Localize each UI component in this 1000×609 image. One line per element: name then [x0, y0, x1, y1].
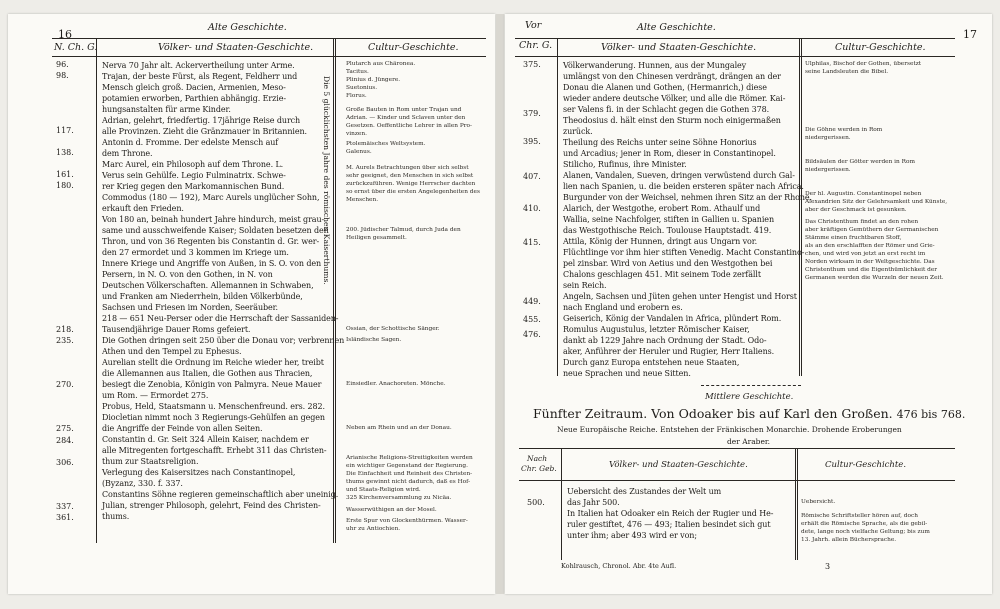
history-line: Sachsen und Friesen im Norden, Seeräuber. — [102, 303, 278, 312]
culture-note: Ptolemäisches Weltsystem. — [346, 141, 426, 147]
left-header-rule-bottom — [52, 56, 486, 57]
year-label: 98. — [56, 71, 69, 80]
left-page-number: 16 — [58, 28, 72, 41]
culture-note: vinzen. — [346, 131, 367, 137]
history-line: Julian, strenger Philosoph, gelehrt, Feind des Christen- — [102, 501, 321, 510]
history-line: Innere Kriege und Angriffe von Außen, in S. O. von den — [102, 259, 322, 268]
history-line: die Allemannen aus Italien, die Gothen aus Thracien, — [102, 369, 313, 378]
culture-note: so ernst über die ersten Angelegenheiten des — [346, 189, 480, 195]
history-line: Trajan, der beste Fürst, als Regent, Feldherr und — [102, 72, 298, 81]
history-line: Die Gothen dringen seit 250 über die Donau vor; verbrennen — [102, 336, 345, 345]
history-line: Athen und den Tempel zu Ephesus. — [102, 347, 242, 356]
history-line: unter ihm; aber 493 wird er von; — [567, 531, 697, 540]
history-line: Attila, König der Hunnen, dringt aus Ungarn vor. — [563, 237, 758, 246]
culture-note: chen, und wird von jetzt an erst recht im — [805, 251, 926, 257]
left-header-col1: N. Ch. G. — [54, 42, 98, 53]
culture-note: Arianische Religions-Streitigkeiten werden — [346, 455, 473, 461]
left-header-culture: Cultur-Geschichte. — [368, 42, 459, 53]
left-col-divider-1 — [96, 38, 97, 543]
history-line: nach England und erobern es. — [563, 303, 683, 312]
left-header-main: Völker- und Staaten-Geschichte. — [158, 42, 314, 53]
history-line: Alarich, der Westgothe, erobert Rom. Athaulf und — [563, 204, 761, 213]
left-header-rule-top — [52, 38, 486, 39]
history-line: Persern, in N. O. von den Gothen, in N. von — [102, 270, 273, 279]
culture-note: niedergerissen. — [805, 167, 851, 173]
sub-header-col1-bottom: Chr. Geb. — [521, 464, 557, 473]
history-line: ser Valens fi. in der Schlacht gegen die Gothen 378. — [563, 105, 770, 114]
history-line: Diocletian nimmt noch 3 Regierungs-Gehülfen an gegen — [102, 413, 325, 422]
right-header-top: Alte Geschichte. — [637, 22, 716, 33]
right-page-number: 17 — [963, 28, 977, 41]
history-line: Angeln, Sachsen und Jüten gehen unter Hengist und Horst — [563, 292, 797, 301]
period-title-text: Fünfter Zeitraum. Von Odoaker bis auf Karl den Großen. — [533, 406, 893, 421]
history-line: die Angriffe der Feinde von allen Seiten. — [102, 424, 263, 433]
history-line: Verus sein Gehülfe. Legio Fulminatrix. Schwe- — [102, 171, 286, 180]
right-header-rule-bottom — [515, 56, 955, 57]
year-label: 284. — [56, 436, 74, 445]
right-header-culture: Cultur-Geschichte. — [835, 42, 926, 53]
left-col-divider-2 — [333, 38, 336, 543]
history-line: Donau die Alanen und Gothen, (Hermanrich,) diese — [563, 83, 767, 92]
culture-note: Das Christenthum findet an den rohen — [805, 219, 919, 225]
culture-note: Große Bauten in Rom unter Trajan und — [346, 107, 462, 113]
history-line: rer Krieg gegen den Markomannischen Bund. — [102, 182, 285, 191]
year-label: 235. — [56, 336, 74, 345]
sub-col-divider-1 — [561, 448, 562, 560]
history-line: In Italien hat Odoaker ein Reich der Rugier und He- — [567, 509, 774, 518]
year-label: 415. — [523, 238, 541, 247]
section-divider — [701, 385, 801, 386]
right-header-main: Völker- und Staaten-Geschichte. — [601, 42, 757, 53]
sub-header-main: Völker- und Staaten-Geschichte. — [609, 460, 748, 470]
history-line: potamien erworben, Parthien abhängig. Erzie- — [102, 94, 286, 103]
history-line: besiegt die Zenobia, Königin von Palmyra. Neue Mauer — [102, 380, 322, 389]
culture-note: ein wichtiger Gegenstand der Regierung. — [346, 463, 468, 469]
history-line: lien nach Spanien, u. die beiden ersteren später nach Africa. — [563, 182, 804, 191]
footer-citation: Kohlrausch, Chronol. Abr. 4te Aufl. — [561, 562, 677, 570]
history-line: Adrian, gelehrt, friedfertig. 17jährige Reise durch — [102, 116, 301, 125]
culture-note: Alexandrien Sitz der Gelehrsamkeit und Künste, — [805, 199, 948, 205]
history-line: Stilicho, Rufinus, ihre Minister. — [563, 160, 687, 169]
history-line: Burgunder von der Weichsel, nehmen ihren Sitz an der Rhone. — [563, 193, 812, 202]
year-label: 455. — [523, 315, 541, 324]
sub-header-culture: Cultur-Geschichte. — [825, 460, 907, 470]
culture-note: Einsiedler. Anachoreten. Mönche. — [346, 381, 446, 387]
culture-note: Römische Schriftsteller hören auf, doch — [801, 513, 918, 519]
year-label: 96. — [56, 60, 69, 69]
history-line: das Jahr 500. — [567, 498, 620, 507]
history-line: (Byzanz, 330. f. 337. — [102, 479, 183, 488]
year-label: 117. — [56, 126, 74, 135]
culture-note: und Staats-Religion wird. — [346, 487, 421, 493]
culture-note: Plutarch aus Chäronea. — [346, 61, 416, 67]
right-header-rule-top — [515, 38, 955, 39]
history-line: 218 — 651 Neu-Perser oder die Herrschaft der Sassaniden- — [102, 314, 339, 323]
culture-note: Stämme einen fruchtbaren Stoff, — [805, 235, 902, 241]
history-line: Theodosius d. hält einst den Sturm noch einigermaßen — [563, 116, 781, 125]
culture-note: Gesetzen. Oeffentliche Lehrer in allen Pro- — [346, 123, 473, 129]
right-col-divider-1 — [557, 38, 558, 376]
year-label: 218. — [56, 325, 74, 334]
year-label: 476. — [523, 330, 541, 339]
year-label: 407. — [523, 172, 541, 181]
culture-note: Florus. — [346, 93, 367, 99]
culture-note: Der hl. Augustin. Constantinopel neben — [805, 191, 922, 197]
history-line: erkauft den Frieden. — [102, 204, 184, 213]
history-line: Probus, Held, Staatsmann u. Menschenfreund. ers. 282. — [102, 402, 325, 411]
history-line: Nerva 70 Jahr alt. Ackervertheilung unter Arme. — [102, 61, 295, 70]
history-line: Marc Aurel, ein Philosoph auf dem Throne. L. — [102, 160, 284, 169]
sub-header-rule-top — [519, 448, 955, 449]
history-line: den 27 ermordet und 3 kommen im Kriege um. — [102, 248, 289, 257]
history-line: zurück. — [563, 127, 593, 136]
year-label: 375. — [523, 60, 541, 69]
history-line: pel zinsbar. Wird von Aetius und den Westgothen bei — [563, 259, 773, 268]
year-label: 500. — [527, 498, 545, 507]
history-line: ruler gestiftet, 476 — 493; Italien besindet sich gut — [567, 520, 771, 529]
history-line: thum zur Staatsreligion. — [102, 457, 199, 466]
history-line: Aurelian stellt die Ordnung im Reiche wieder her, treibt — [102, 358, 324, 367]
year-label: 337. — [56, 502, 74, 511]
culture-note: Heiligen gesammelt. — [346, 235, 407, 241]
year-label: 410. — [523, 204, 541, 213]
culture-note: 13. Jahrh. allein Büchersprache. — [801, 537, 897, 543]
culture-note: M. Aurels Betrachtungen über sich selbst — [346, 165, 469, 171]
history-line: Chalons geschlagen 451. Mit seinem Tode zerfällt — [563, 270, 761, 279]
history-line: alle Mitregenten fortgeschafft. Erhebt 311 das Christen- — [102, 446, 327, 455]
culture-note: Erste Spur von Glockenthürmen. Wasser- — [346, 518, 468, 524]
history-line: Geiserich, König der Vandalen in Africa, plündert Rom. — [563, 314, 782, 323]
history-line: neue Sprachen und neue Sitten. — [563, 369, 691, 378]
culture-note: uhr zu Antiochien. — [346, 526, 401, 532]
culture-note: Ulphilas, Bischof der Gothen, übersetzt — [805, 61, 922, 67]
history-line: same und ausschweifende Kaiser; Soldaten besetzen den — [102, 226, 329, 235]
book-gutter — [496, 14, 504, 594]
culture-note: Galenus. — [346, 149, 372, 155]
history-line: Mensch gleich groß. Dacien, Armenien, Meso- — [102, 83, 286, 92]
culture-note: Die Einfachheit und Reinheit des Christen- — [346, 471, 473, 477]
culture-note: Die Göhne werden in Rom — [805, 127, 883, 133]
culture-note: Wasserwüthigen an der Mosel. — [346, 507, 437, 513]
history-line: Thron, und von 36 Regenten bis Constantin d. Gr. wer- — [102, 237, 320, 246]
year-label: 306. — [56, 458, 74, 467]
culture-note: 200. Jüdischer Talmud, durch Juda den — [346, 227, 461, 233]
history-line: Völkerwanderung. Hunnen, aus der Mungaley — [563, 61, 747, 70]
history-line: Von 180 an, beinah hundert Jahre hindurch, meist grau- — [102, 215, 325, 224]
left-header-top: Alte Geschichte. — [208, 22, 287, 33]
period-subtitle-1: Neue Europäische Reiche. Entstehen der Fränkischen Monarchie. Drohende Eroberungen — [557, 425, 902, 434]
year-label: 379. — [523, 109, 541, 118]
culture-note: zurückzuführen. Wenige Herrscher dachten — [346, 181, 476, 187]
history-line: Romulus Augustulus, letzter Römischer Kaiser, — [563, 325, 750, 334]
history-line: Commodus (180 — 192), Marc Aurels unglücher Sohn, — [102, 193, 320, 202]
history-line: dankt ab 1229 Jahre nach Ordnung der Stadt. Odo- — [563, 336, 767, 345]
history-line: Durch ganz Europa entstehen neue Staaten, — [563, 358, 740, 367]
period-range: 476 bis 768. — [896, 408, 966, 421]
history-line: Wallia, seine Nachfolger, stiften in Gallien u. Spanien — [563, 215, 774, 224]
culture-note: Christenthum und die Eigenthümlichkeit der — [805, 267, 938, 273]
culture-note: Uebersicht. — [801, 499, 836, 505]
culture-note: aber der Geschmack ist gesunken. — [805, 207, 907, 213]
culture-note: aber kräftigen Gemüthern der Germanischen — [805, 227, 939, 233]
history-line: Constantin d. Gr. Seit 324 Allein Kaiser, nachdem er — [102, 435, 309, 444]
history-line: Uebersicht des Zustandes der Welt um — [567, 487, 722, 496]
culture-note: 325 Kirchenversammlung zu Nicäa. — [346, 495, 452, 501]
history-line: Verlegung des Kaisersitzes nach Constantinopel, — [102, 468, 296, 477]
culture-note: Tacitus. — [346, 69, 369, 75]
history-line: und Franken am Niederrhein, bilden Völkerbünde, — [102, 292, 303, 301]
sub-header-col1-top: Nach — [527, 454, 548, 463]
history-line: um Rom. — Ermordet 275. — [102, 391, 209, 400]
year-label: 361. — [56, 513, 74, 522]
culture-note: thums gewinnt nicht dadurch, daß es Hof- — [346, 479, 471, 485]
history-line: umlängst von den Chinesen verdrängt, drängen an der — [563, 72, 781, 81]
footer-signature: 3 — [825, 562, 831, 571]
history-line: dem Throne. — [102, 149, 153, 158]
history-line: Constantins Söhne regieren gemeinschaftlich aber uneinig. — [102, 490, 339, 499]
left-vertical-note: Die 5 glücklichsten Jahre des römischen Kaiserthums. — [322, 76, 331, 285]
middle-history-heading: Mittlere Geschichte. — [705, 392, 794, 402]
culture-note: erhält die Römische Sprache, als die gebil- — [801, 521, 928, 527]
culture-note: sehr geeignet, den Menschen in sich selbst — [346, 173, 474, 179]
year-label: 395. — [523, 137, 541, 146]
history-line: Alanen, Vandalen, Sueven, dringen verwüstend durch Gal- — [563, 171, 795, 180]
culture-note: Ossian, der Schottische Sänger. — [346, 326, 440, 332]
history-line: Tausendjährige Dauer Roms gefeiert. — [102, 325, 251, 334]
culture-note: Norden wirksam in der Weltgeschichte. Das — [805, 259, 935, 265]
culture-note: Germanen werden die Wurzeln der neuen Zeit. — [805, 275, 944, 281]
culture-note: Isländische Sagen. — [346, 337, 402, 343]
year-label: 180. — [56, 181, 74, 190]
history-line: Theilung des Reichs unter seine Söhne Honorius — [563, 138, 757, 147]
culture-note: Menschen. — [346, 197, 379, 203]
left-page — [8, 14, 495, 594]
history-line: Deutschen Völkerschaften. Allemannen in Schwaben, — [102, 281, 314, 290]
history-line: hungsanstalten für arme Kinder. — [102, 105, 231, 114]
year-label: 275. — [56, 424, 74, 433]
year-label: 138. — [56, 148, 74, 157]
history-line: und Arcadius; jener in Rom, dieser in Constantinopel. — [563, 149, 776, 158]
history-line: sein Reich. — [563, 281, 607, 290]
history-line: aker, Anführer der Heruler und Rugier, Herr Italiens. — [563, 347, 775, 356]
period-title — [533, 406, 965, 421]
right-header-col1-bottom: Chr. G. — [519, 40, 553, 51]
year-label: 270. — [56, 380, 74, 389]
history-line: wieder andere deutsche Völker, und alle die Römer. Kai- — [563, 94, 786, 103]
history-line: das Westgothische Reich. Toulouse Hauptstadt. 419. — [563, 226, 772, 235]
culture-note: Plinius d. Jüngere. — [346, 77, 401, 83]
history-line: Flüchtlinge vor ihm hier stiften Venedig. Macht Constantino- — [563, 248, 805, 257]
culture-note: Adrian. — Kinder und Sclaven unter den — [346, 115, 466, 121]
culture-note: Bildsäulen der Götter werden in Rom — [805, 159, 915, 165]
culture-note: Neben am Rhein und an der Donau. — [346, 425, 452, 431]
period-subtitle-2: der Araber. — [727, 437, 771, 446]
year-label: 449. — [523, 297, 541, 306]
right-page — [505, 14, 992, 594]
right-header-col1-top: Vor — [525, 20, 542, 31]
history-line: Antonin d. Fromme. Der edelste Mensch auf — [102, 138, 279, 147]
history-line: thums. — [102, 512, 130, 521]
history-line: alle Provinzen. Zieht die Gränzmauer in Britannien. — [102, 127, 307, 136]
culture-note: dete, lange noch vielfache Geltung; bis zum — [801, 529, 930, 535]
culture-note: Suetonius. — [346, 85, 378, 91]
culture-note: als an den erschlafften der Römer und Grie- — [805, 243, 935, 249]
culture-note: seine Landsleuten die Bibel. — [805, 69, 889, 75]
sub-header-rule-bottom — [519, 480, 955, 481]
year-label: 161. — [56, 170, 74, 179]
right-col-divider-2 — [799, 38, 802, 376]
sub-col-divider-2 — [795, 448, 798, 560]
culture-note: niedergerissen. — [805, 135, 851, 141]
